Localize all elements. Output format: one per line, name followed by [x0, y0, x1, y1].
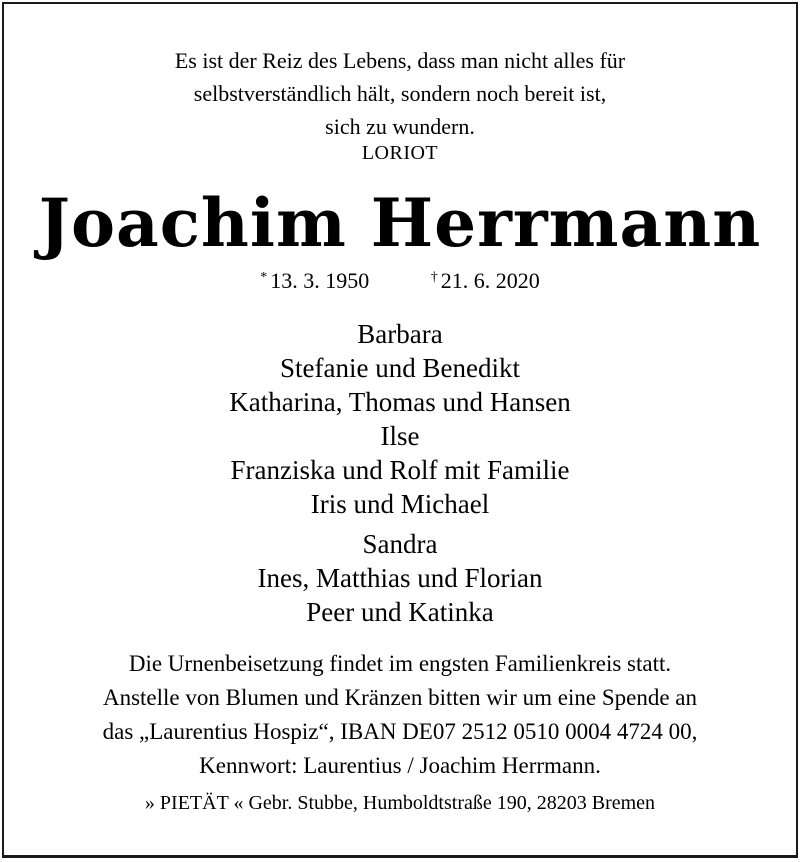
- mourner-line: Franziska und Rolf mit Familie: [230, 455, 570, 485]
- mourner-line: Iris und Michael: [310, 489, 490, 519]
- death-date-group: [431, 268, 540, 294]
- mourner-line: Katharina, Thomas und Hansen: [229, 387, 571, 417]
- mourner-line: Peer und Katinka: [306, 597, 494, 627]
- funeral-information: [2, 647, 798, 783]
- info-line: Kennwort: Laurentius / Joachim Herrmann.: [199, 753, 601, 778]
- obituary-notice: [2, 2, 798, 858]
- death-date: 21. 6. 2020: [440, 268, 540, 293]
- birth-date-group: [260, 268, 369, 294]
- mourner-line: Stefanie und Benedikt: [280, 353, 520, 383]
- mourner-line: Sandra: [362, 529, 438, 559]
- info-line: das „Laurentius Hospiz“, IBAN DE07 2512 0510 0004 4724 00,: [102, 719, 698, 744]
- mourner-group: [2, 527, 798, 629]
- deceased-name: Joachim Herrmann: [38, 184, 762, 262]
- motto-line: selbstverständlich hält, sondern noch bereit ist,: [193, 81, 607, 106]
- birth-date: 13. 3. 1950: [270, 268, 370, 293]
- mourner-line: Barbara: [357, 319, 443, 349]
- funeral-home-line: » PIETÄT « Gebr. Stubbe, Humboldtstraße 190, 28203 Bremen: [144, 792, 656, 814]
- birth-symbol: *: [260, 270, 268, 285]
- life-dates: [2, 268, 798, 294]
- info-line: Die Urnenbeisetzung findet im engsten Familienkreis statt.: [128, 651, 672, 676]
- motto-line: sich zu wundern.: [325, 114, 475, 139]
- motto-line: Es ist der Reiz des Lebens, dass man nicht alles für: [174, 48, 626, 73]
- mourners-list: [2, 317, 798, 629]
- quote-author: LORIOT: [361, 142, 439, 164]
- mourner-line: Ines, Matthias und Florian: [257, 563, 543, 593]
- mourner-line: Ilse: [380, 421, 420, 451]
- death-symbol: †: [430, 270, 438, 285]
- motto-quote: [2, 44, 798, 143]
- mourner-group: [2, 317, 798, 521]
- info-line: Anstelle von Blumen und Kränzen bitten wir um eine Spende an: [102, 685, 698, 710]
